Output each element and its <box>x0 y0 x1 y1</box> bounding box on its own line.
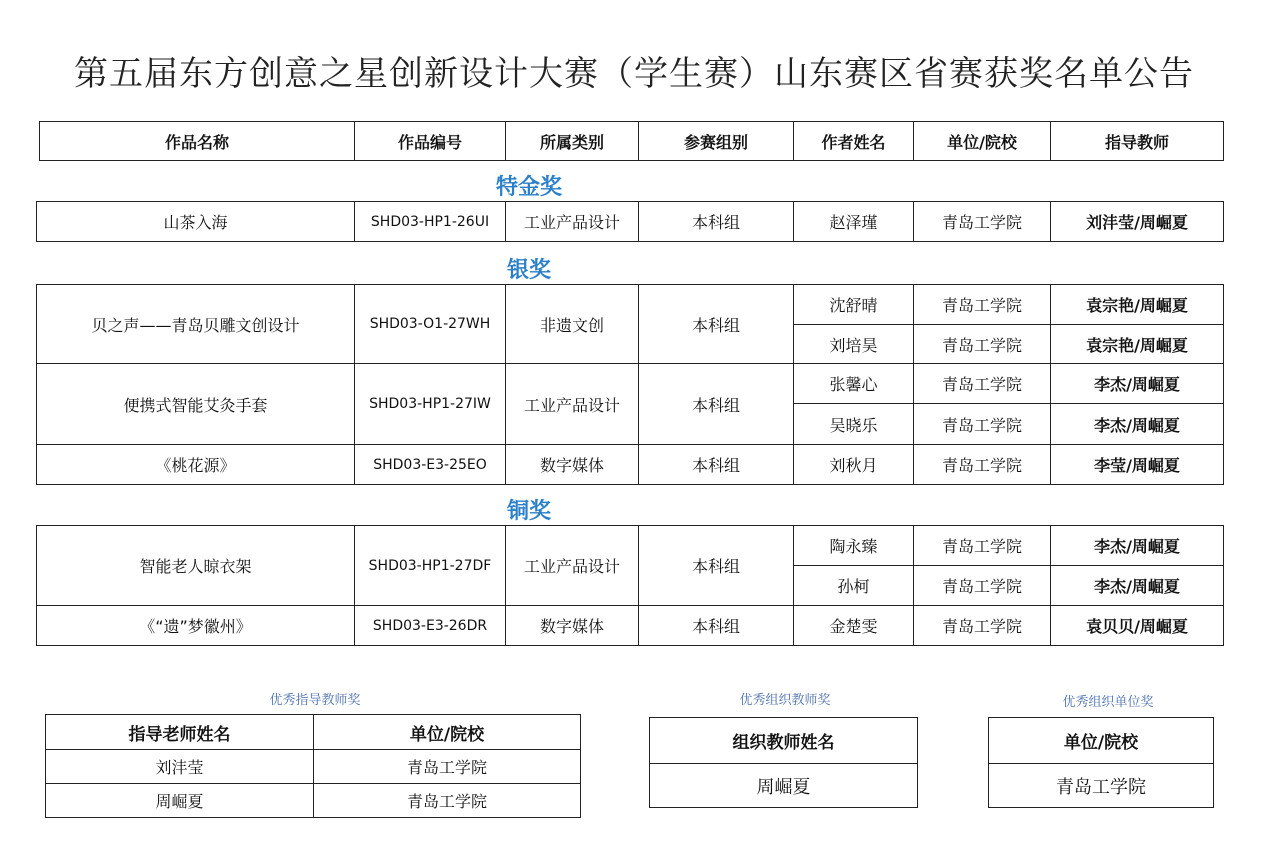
header-category: 所属类别 <box>506 122 639 161</box>
table-row <box>37 526 1224 566</box>
author-name: 张馨心 <box>794 364 914 404</box>
award-special-gold: 特金奖 <box>495 175 562 200</box>
author-name: 吴晓乐 <box>794 404 914 445</box>
header-unit: 单位/院校 <box>989 718 1214 764</box>
work-category: 工业产品设计 <box>506 202 639 242</box>
excellent-teacher-table <box>45 714 581 818</box>
teacher-name: 刘沣莹/周崛夏 <box>1051 202 1224 242</box>
work-code: SHD03-HP1-27IW <box>355 364 506 445</box>
school-name: 青岛工学院 <box>914 325 1051 364</box>
school-name: 青岛工学院 <box>914 526 1051 566</box>
work-code: SHD03-O1-27WH <box>355 285 506 364</box>
page-title: 第五届东方创意之星创新设计大赛（学生赛）山东赛区省赛获奖名单公告 <box>74 54 1194 94</box>
work-group: 本科组 <box>639 364 794 445</box>
work-name: 智能老人晾衣架 <box>37 526 355 606</box>
author-name: 赵泽瑾 <box>794 202 914 242</box>
table-row <box>650 764 918 808</box>
award-bronze: 铜奖 <box>506 499 551 524</box>
school-name: 青岛工学院 <box>314 750 581 784</box>
work-group: 本科组 <box>639 202 794 242</box>
author-name: 沈舒晴 <box>794 285 914 325</box>
table-row <box>37 445 1224 485</box>
school-name: 青岛工学院 <box>914 606 1051 646</box>
special-gold-table <box>36 201 1224 242</box>
table-row <box>37 285 1224 325</box>
work-category: 数字媒体 <box>506 606 639 646</box>
work-category: 数字媒体 <box>506 445 639 485</box>
author-name: 刘秋月 <box>794 445 914 485</box>
header-group: 参赛组别 <box>639 122 794 161</box>
header-author: 作者姓名 <box>794 122 914 161</box>
table-row <box>37 364 1224 404</box>
work-group: 本科组 <box>639 285 794 364</box>
work-name: 贝之声——青岛贝雕文创设计 <box>37 285 355 364</box>
table-row <box>37 606 1224 646</box>
school-name: 青岛工学院 <box>914 404 1051 445</box>
table-row <box>37 202 1224 242</box>
unit-name: 青岛工学院 <box>989 764 1214 808</box>
results-header-table <box>39 121 1224 161</box>
work-group: 本科组 <box>639 526 794 606</box>
work-category: 工业产品设计 <box>506 526 639 606</box>
teacher-name: 李杰/周崛夏 <box>1051 364 1224 404</box>
work-name: 《桃花源》 <box>37 445 355 485</box>
teacher-name: 李莹/周崛夏 <box>1051 445 1224 485</box>
teacher-name: 李杰/周崛夏 <box>1051 404 1224 445</box>
work-code: SHD03-E3-25EO <box>355 445 506 485</box>
teacher-name: 袁贝贝/周崛夏 <box>1051 606 1224 646</box>
author-name: 陶永臻 <box>794 526 914 566</box>
work-group: 本科组 <box>639 445 794 485</box>
excellent-unit-table <box>988 717 1214 808</box>
silver-table <box>36 284 1224 485</box>
teacher-name: 袁宗艳/周崛夏 <box>1051 325 1224 364</box>
author-name: 孙柯 <box>794 566 914 606</box>
teacher-name: 周崛夏 <box>46 784 314 818</box>
work-code: SHD03-HP1-27DF <box>355 526 506 606</box>
header-school: 单位/院校 <box>914 122 1051 161</box>
school-name: 青岛工学院 <box>914 445 1051 485</box>
header-organizer-name: 组织教师姓名 <box>650 718 918 764</box>
school-name: 青岛工学院 <box>914 202 1051 242</box>
table-row <box>989 764 1214 808</box>
teacher-name: 李杰/周崛夏 <box>1051 526 1224 566</box>
work-name: 山茶入海 <box>37 202 355 242</box>
header-teacher: 指导教师 <box>1051 122 1224 161</box>
school-name: 青岛工学院 <box>914 285 1051 325</box>
author-name: 刘培昊 <box>794 325 914 364</box>
teacher-name: 李杰/周崛夏 <box>1051 566 1224 606</box>
excellent-teacher-caption: 优秀指导教师奖 <box>269 693 361 708</box>
work-name: 便携式智能艾灸手套 <box>37 364 355 445</box>
work-group: 本科组 <box>639 606 794 646</box>
work-name: 《“遗”梦徽州》 <box>37 606 355 646</box>
school-name: 青岛工学院 <box>914 566 1051 606</box>
table-row <box>46 750 581 784</box>
award-silver: 银奖 <box>506 258 551 283</box>
author-name: 金楚雯 <box>794 606 914 646</box>
work-code: SHD03-E3-26DR <box>355 606 506 646</box>
excellent-organizer-caption: 优秀组织教师奖 <box>739 693 831 708</box>
school-name: 青岛工学院 <box>314 784 581 818</box>
header-code: 作品编号 <box>355 122 506 161</box>
excellent-organizer-table <box>649 717 918 808</box>
bronze-table <box>36 525 1224 646</box>
teacher-name: 袁宗艳/周崛夏 <box>1051 285 1224 325</box>
excellent-unit-caption: 优秀组织单位奖 <box>1062 695 1154 710</box>
header-teacher-name: 指导老师姓名 <box>46 715 314 750</box>
work-category: 非遗文创 <box>506 285 639 364</box>
work-category: 工业产品设计 <box>506 364 639 445</box>
table-row <box>46 784 581 818</box>
header-school: 单位/院校 <box>314 715 581 750</box>
header-work: 作品名称 <box>40 122 355 161</box>
school-name: 青岛工学院 <box>914 364 1051 404</box>
teacher-name: 刘沣莹 <box>46 750 314 784</box>
organizer-name: 周崛夏 <box>650 764 918 808</box>
work-code: SHD03-HP1-26UI <box>355 202 506 242</box>
